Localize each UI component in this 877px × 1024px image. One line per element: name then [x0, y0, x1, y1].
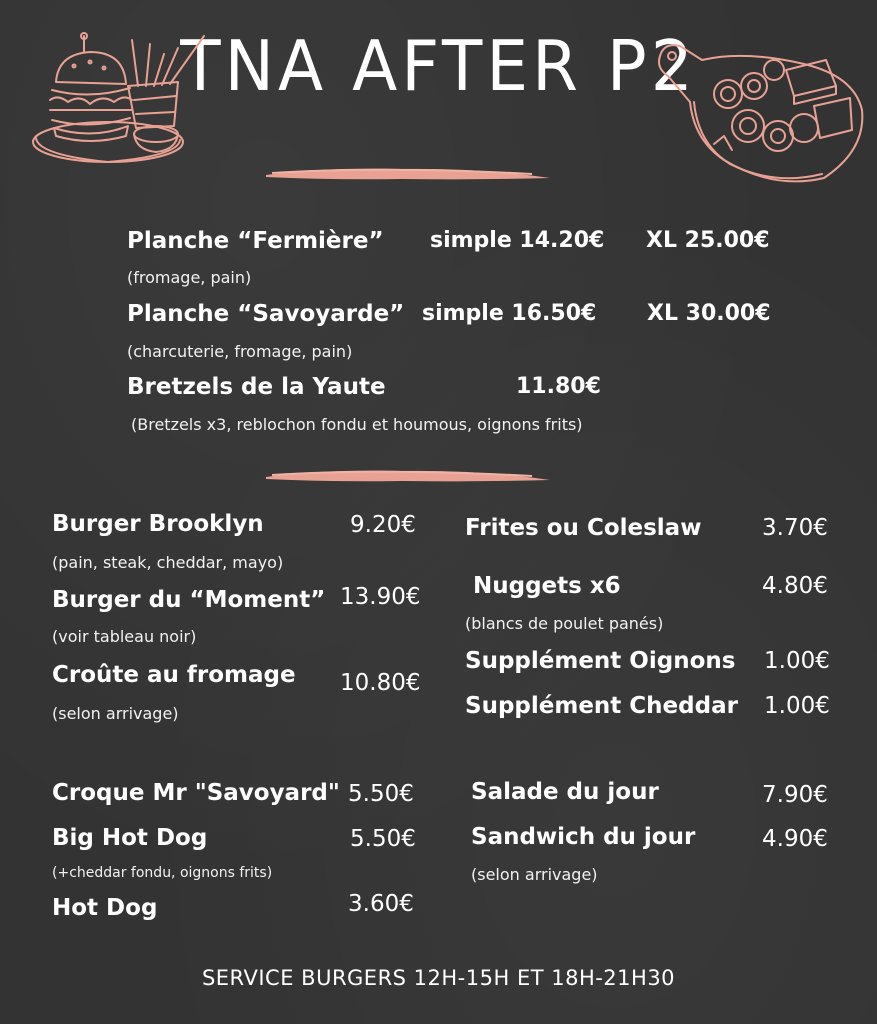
menu-item-price: 5.50€ — [350, 826, 416, 852]
menu-item-description: (blancs de poulet panés) — [465, 614, 664, 633]
divider-stroke-middle — [262, 466, 554, 486]
menu-item-name: Croûte au fromage — [52, 662, 296, 688]
menu-item-price-simple: simple 16.50€ — [422, 301, 597, 326]
charcuterie-board-icon — [654, 40, 869, 188]
menu-item-price: 11.80€ — [516, 374, 601, 399]
menu-item-description: (selon arrivage) — [471, 865, 598, 884]
menu-item-description: (voir tableau noir) — [52, 627, 197, 646]
menu-item-price-xl: XL 25.00€ — [646, 228, 770, 253]
menu-item-name: Supplément Oignons — [465, 648, 736, 674]
menu-item-price: 4.90€ — [762, 826, 828, 852]
menu-item-name: Frites ou Coleslaw — [465, 515, 702, 541]
menu-item-description: (+cheddar fondu, oignons frits) — [52, 865, 273, 881]
menu-item-name: Hot Dog — [52, 895, 158, 921]
menu-item-price: 3.60€ — [348, 891, 414, 917]
menu-item-price: 7.90€ — [762, 782, 828, 808]
menu-title: TNA AFTER P2 — [180, 26, 697, 107]
menu-item-name: Burger Brooklyn — [52, 511, 264, 537]
menu-item-name: Planche “Fermière” — [127, 228, 384, 254]
menu-item-name: Big Hot Dog — [52, 825, 208, 851]
menu-item-name: Planche “Savoyarde” — [127, 301, 405, 327]
menu-item-price-simple: simple 14.20€ — [430, 228, 605, 253]
menu-item-price-xl: XL 30.00€ — [647, 301, 771, 326]
menu-item-price: 1.00€ — [764, 693, 830, 719]
menu-item-name: Sandwich du jour — [471, 824, 696, 850]
menu-item-price: 5.50€ — [348, 781, 414, 807]
menu-item-description: (charcuterie, fromage, pain) — [127, 342, 353, 361]
menu-item-description: (pain, steak, cheddar, mayo) — [52, 553, 284, 572]
menu-item-price: 10.80€ — [340, 670, 421, 696]
menu-item-name: Croque Mr "Savoyard" — [52, 780, 340, 806]
menu-item-price: 3.70€ — [762, 515, 828, 541]
menu-item-description: (fromage, pain) — [127, 268, 252, 287]
menu-item-name: Burger du “Moment” — [52, 587, 326, 613]
menu-item-description: (selon arrivage) — [52, 704, 179, 723]
menu-item-name: Nuggets x6 — [473, 573, 621, 599]
divider-stroke-top — [262, 164, 554, 184]
menu-item-description: (Bretzels x3, reblochon fondu et houmous, oignons frits) — [131, 415, 583, 434]
service-hours-footer: SERVICE BURGERS 12H-15H ET 18H-21H30 — [201, 966, 676, 990]
menu-item-name: Salade du jour — [471, 779, 659, 805]
menu-item-name: Bretzels de la Yaute — [127, 374, 386, 400]
burger-and-fries-icon — [28, 30, 228, 170]
menu-item-name: Supplément Cheddar — [465, 693, 738, 719]
menu-item-price: 13.90€ — [340, 584, 421, 610]
menu-item-price: 4.80€ — [762, 573, 828, 599]
menu-item-price: 1.00€ — [764, 648, 830, 674]
menu-item-price: 9.20€ — [350, 512, 416, 538]
